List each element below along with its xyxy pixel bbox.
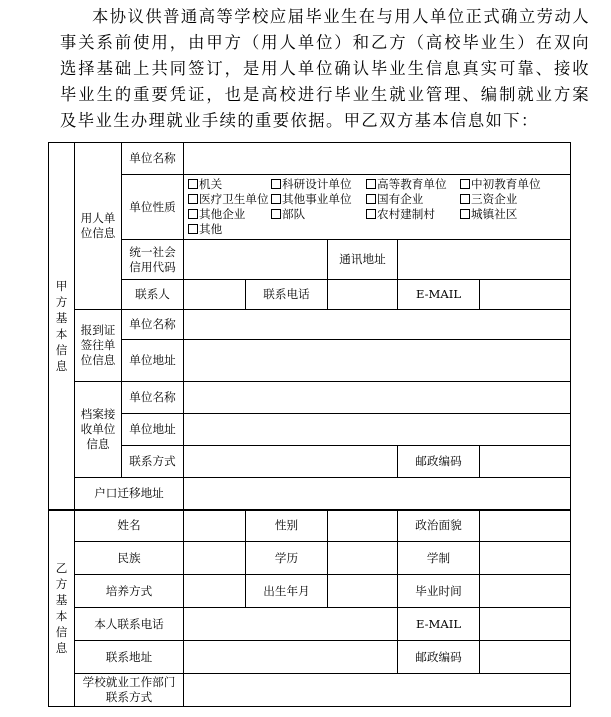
employer-contact-label: 联系人 [122,280,184,310]
student-gender-field[interactable] [328,510,398,542]
student-education-field[interactable] [328,542,398,575]
school-contact-label: 学校就业工作部门联系方式 [75,674,184,707]
checkbox-icon[interactable] [460,194,470,204]
hukou-address-label: 户口迁移地址 [75,478,184,510]
archive-unit-contact-label: 联系方式 [122,446,184,478]
hukou-address-field[interactable] [184,478,571,510]
nature-option-label: 科研设计单位 [282,177,352,191]
nature-option[interactable] [366,177,460,192]
student-phone-field[interactable] [184,608,398,641]
student-graduation-label: 毕业时间 [398,575,480,608]
student-postcode-field[interactable] [480,641,571,674]
employer-email-field[interactable] [480,280,571,310]
employer-nature-label: 单位性质 [122,175,184,240]
report-unit-address-label: 单位地址 [122,340,184,382]
student-training-label: 培养方式 [75,575,184,608]
employer-phone-field[interactable] [328,280,398,310]
student-birth-label: 出生年月 [246,575,328,608]
party-b-section-text: 乙 方 基 本 信 息 [55,561,68,656]
nature-option-label: 中初教育单位 [471,177,541,191]
nature-option[interactable] [366,192,460,207]
nature-option-label: 部队 [282,207,306,221]
nature-option-label: 高等教育单位 [377,177,447,191]
report-unit-address-field[interactable] [184,340,571,382]
nature-option-label: 医疗卫生单位 [199,192,269,206]
nature-option[interactable] [188,222,271,237]
nature-option[interactable] [271,177,366,192]
nature-option-label: 其他企业 [199,207,246,221]
student-training-field[interactable] [184,575,246,608]
checkbox-icon[interactable] [271,179,281,189]
intro-paragraph: 本协议供普通高等学校应届毕业生在与用人单位正式确立劳动人事关系前使用，由甲方（用人单位）和乙方（高校毕业生）在双向选择基础上共同签订，是用人单位确认毕业生信息真实可靠、接收毕业生的重要凭证，也是高校进行毕业生就业管理、编制就业方案及毕业生办理就业手续的重要依据。甲乙双方基本信息如下： [60,7,590,130]
nature-option-label: 城镇社区 [471,207,518,221]
checkbox-icon[interactable] [366,194,376,204]
archive-unit-name-label: 单位名称 [122,382,184,414]
archive-unit-postcode-field[interactable] [480,446,571,478]
nature-option-label: 其他 [199,222,223,236]
report-unit-group-label: 报到证签往单位信息 [75,310,122,382]
report-unit-name-field[interactable] [184,310,571,340]
checkbox-icon[interactable] [188,224,198,234]
nature-option-label: 农村建制村 [377,207,435,221]
employer-nature-options [184,177,570,237]
student-email-field[interactable] [480,608,571,641]
nature-option[interactable] [188,177,271,192]
student-ethnicity-field[interactable] [184,542,246,575]
employer-email-label: E-MAIL [398,280,480,310]
checkbox-icon[interactable] [271,209,281,219]
student-birth-field[interactable] [328,575,398,608]
checkbox-icon[interactable] [271,194,281,204]
archive-unit-contact-field[interactable] [184,446,398,478]
nature-option-label: 机关 [199,177,223,191]
agreement-info-table [48,142,571,707]
student-name-field[interactable] [184,510,246,542]
party-a-section-text: 甲 方 基 本 信 息 [55,278,68,373]
nature-option-label: 三资企业 [471,192,518,206]
checkbox-icon[interactable] [366,209,376,219]
archive-unit-address-label: 单位地址 [122,414,184,446]
student-graduation-field[interactable] [480,575,571,608]
report-unit-name-label: 单位名称 [122,310,184,340]
checkbox-icon[interactable] [460,179,470,189]
nature-option[interactable] [460,207,560,222]
party-a-section-label [49,143,75,510]
archive-unit-postcode-label: 邮政编码 [398,446,480,478]
student-ethnicity-label: 民族 [75,542,184,575]
student-education-label: 学历 [246,542,328,575]
checkbox-icon[interactable] [188,179,198,189]
nature-option[interactable] [460,192,560,207]
archive-unit-group-label: 档案接收单位信息 [75,382,122,478]
credit-code-label: 统一社会信用代码 [122,240,184,280]
student-political-label: 政治面貌 [398,510,480,542]
employer-name-label: 单位名称 [122,143,184,175]
archive-unit-address-field[interactable] [184,414,571,446]
student-duration-label: 学制 [398,542,480,575]
nature-option[interactable] [366,207,460,222]
employer-phone-label: 联系电话 [246,280,328,310]
student-phone-label: 本人联系电话 [75,608,184,641]
student-address-field[interactable] [184,641,398,674]
nature-option-label: 国有企业 [377,192,424,206]
nature-option-label: 其他事业单位 [282,192,352,206]
employer-address-label: 通讯地址 [328,240,398,280]
student-address-label: 联系地址 [75,641,184,674]
employer-name-field[interactable] [184,143,571,175]
checkbox-icon[interactable] [460,209,470,219]
credit-code-field[interactable] [184,240,328,280]
checkbox-icon[interactable] [366,179,376,189]
nature-option[interactable] [460,177,560,192]
party-b-section-label [49,510,75,707]
nature-option[interactable] [188,207,271,222]
student-postcode-label: 邮政编码 [398,641,480,674]
employer-group-label: 用人单位信息 [75,143,122,310]
employer-contact-field[interactable] [184,280,246,310]
student-email-label: E-MAIL [398,608,480,641]
checkbox-icon[interactable] [188,194,198,204]
student-gender-label: 性别 [246,510,328,542]
student-name-label: 姓名 [75,510,184,542]
nature-option[interactable] [271,207,366,222]
employer-address-field[interactable] [398,240,571,280]
archive-unit-name-field[interactable] [184,382,571,414]
student-political-field[interactable] [480,510,571,542]
nature-option[interactable] [188,192,271,207]
student-duration-field[interactable] [480,542,571,575]
checkbox-icon[interactable] [188,209,198,219]
school-contact-field[interactable] [184,674,571,707]
nature-option[interactable] [271,192,366,207]
